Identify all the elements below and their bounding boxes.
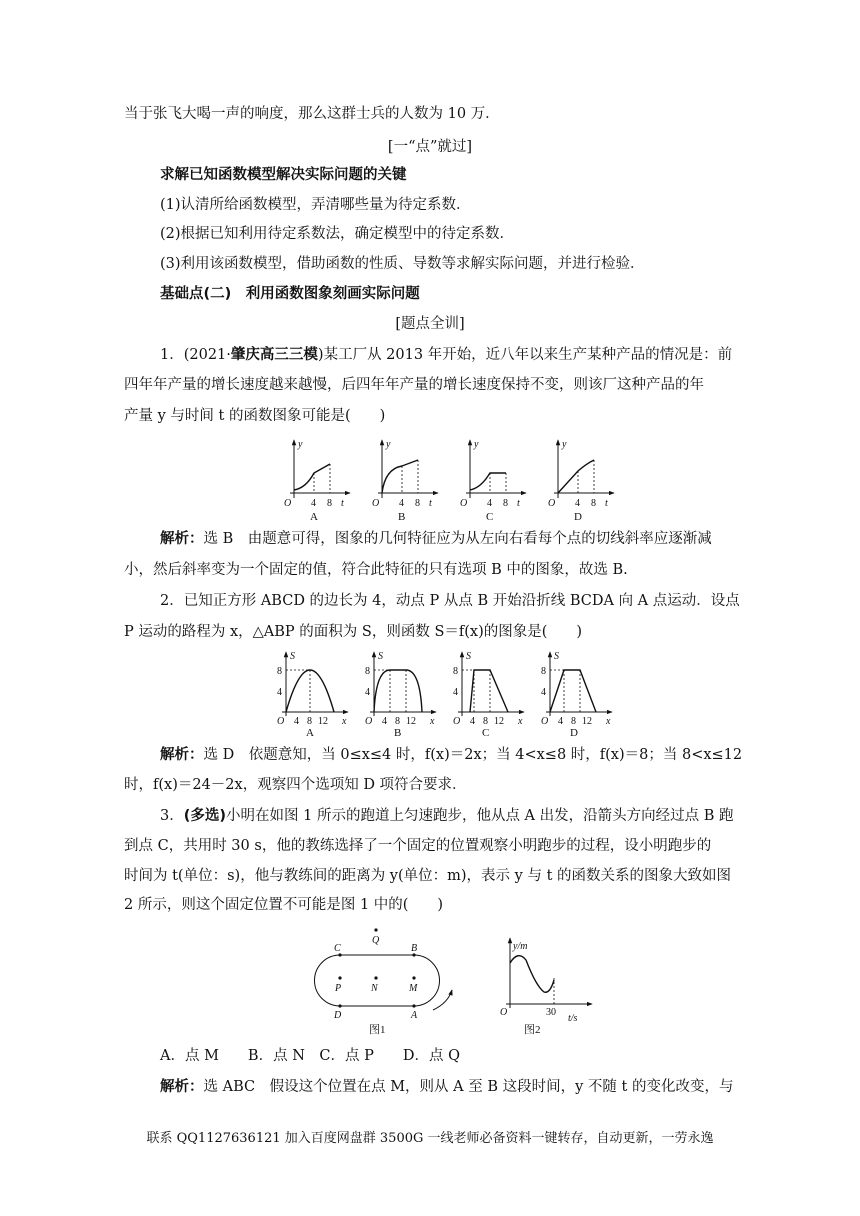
question-3-options: A．点 M B．点 N C．点 P D．点 Q	[160, 1048, 460, 1064]
point-label: N	[371, 983, 378, 994]
tick-label: 8	[483, 716, 488, 727]
tick-label: 8	[277, 666, 282, 677]
tick-label: 4	[277, 687, 282, 698]
text-line: 当于张飞大喝一声的响度，那么这群士兵的人数为 10 万．	[124, 106, 500, 122]
answer-label: 解析：	[160, 531, 204, 547]
tick-label: 4	[541, 687, 546, 698]
axis-label-t: t	[517, 498, 520, 509]
axis-label-t: t	[341, 498, 344, 509]
section-heading: 基础点(二) 利用函数图象刻画实际问题	[160, 286, 420, 302]
origin-label: O	[460, 498, 468, 509]
tick-label: 8	[365, 666, 370, 677]
section-tag: [一“点”就过]	[387, 139, 473, 155]
tick-label: 4	[294, 716, 299, 727]
option-label: D	[574, 511, 582, 523]
option-label: A	[310, 511, 318, 523]
origin-label: O	[453, 716, 461, 727]
question-1-line: 四年年产量的增长速度越来越慢，后四年年产量的增长速度保持不变，则该厂这种产品的年	[124, 377, 704, 393]
question-1-line: 1．(2021·肇庆高三三模)某工厂从 2013 年开始，近八年以来生产某种产品的情况是：前	[160, 347, 733, 363]
graph-option-b	[372, 439, 438, 523]
tick-label: 8	[453, 666, 458, 677]
axis-label-t: t/s	[568, 1013, 578, 1024]
option-label: C	[486, 511, 494, 523]
point-label: A	[411, 1010, 418, 1021]
question-3-figure	[300, 920, 600, 1038]
section-heading: 求解已知函数模型解决实际问题的关键	[160, 167, 407, 183]
origin-label: O	[541, 716, 549, 727]
text-line: (3)利用该函数模型，借助函数的性质、导数等求解实际问题，并进行检验．	[160, 256, 645, 272]
origin-label: O	[372, 498, 380, 509]
tick-label: 12	[406, 716, 416, 727]
tick-label: 4	[575, 498, 580, 509]
question-2-line: P 运动的路程为 x，△ABP 的面积为 S，则函数 S＝f(x)的图象是( )	[124, 624, 583, 640]
tick-label: 12	[494, 716, 504, 727]
distance-graph	[500, 938, 592, 1036]
tick-label: 30	[546, 1007, 556, 1018]
answer-label: 解析：	[160, 1079, 204, 1095]
graph-option-c	[460, 439, 526, 523]
origin-label: O	[365, 716, 373, 727]
graph-option-b	[365, 651, 436, 739]
tick-label: 4	[558, 716, 563, 727]
tick-label: 8	[327, 498, 332, 509]
option-label: B	[398, 511, 406, 523]
question-source: 肇庆高三三模	[230, 347, 318, 363]
tick-label: 8	[395, 716, 400, 727]
graph-option-a	[284, 439, 350, 523]
tick-label: 8	[591, 498, 596, 509]
tick-label: 12	[318, 716, 328, 727]
question-2-line: 2．已知正方形 ABCD 的边长为 4，动点 P 从点 B 开始沿折线 BCDA 向 A 点运动．设点	[160, 593, 740, 609]
tick-label: 8	[571, 716, 576, 727]
origin-label: O	[284, 498, 292, 509]
point-label: P	[335, 983, 342, 994]
point-label: C	[334, 943, 341, 954]
tick-label: 4	[311, 498, 316, 509]
axis-label-t: t	[429, 498, 432, 509]
axis-label-s: S	[466, 651, 471, 662]
graph-option-d	[548, 439, 614, 523]
axis-label-y: y/m	[513, 941, 528, 952]
tick-label: 4	[453, 687, 458, 698]
tick-label: 8	[307, 716, 312, 727]
answer-3-line: 解析：选 ABC 假设这个位置在点 M，则从 A 至 B 这段时间，y 不随 t 的变化改变，与	[160, 1079, 734, 1095]
graph-option-c	[453, 651, 524, 739]
axis-label-y: y	[386, 439, 391, 450]
axis-label-x: x	[518, 716, 523, 727]
question-3-line: 2 所示，则这个固定位置不可能是图 1 中的( )	[124, 897, 444, 913]
section-tag: [题点全训]	[395, 316, 465, 332]
point-label: Q	[372, 935, 380, 946]
graph-option-a	[277, 651, 348, 739]
question-3-line: 3．(多选)小明在如图 1 所示的跑道上匀速跑步，他从点 A 出发，沿箭头方向经过点 B 跑	[160, 808, 734, 824]
question-3-line: 到点 C，共用时 30 s，他的教练选择了一个固定的位置观察小明跑步的过程，设小明跑步的	[124, 838, 712, 854]
answer-1-line: 解析：选 B 由题意可得，图象的几何特征应为从左向右看每个点的切线斜率应逐渐减	[160, 531, 712, 547]
tick-label: 8	[415, 498, 420, 509]
graph-option-d	[541, 651, 612, 739]
figure-caption: 图1	[369, 1024, 386, 1036]
tick-label: 4	[470, 716, 475, 727]
question-1-figure	[280, 436, 610, 522]
axis-label-x: x	[606, 716, 611, 727]
axis-label-x: x	[430, 716, 435, 727]
axis-label-y: y	[298, 439, 303, 450]
point-label: D	[334, 1010, 342, 1021]
page-footer: 联系 QQ1127636121 加入百度网盘群 3500G 一线老师必备资料一键转存，自动更新，一劳永逸	[146, 1131, 714, 1146]
tick-label: 8	[503, 498, 508, 509]
axis-label-s: S	[554, 651, 559, 662]
answer-label: 解析：	[160, 747, 204, 763]
point-label: M	[409, 983, 418, 994]
axis-label-s: S	[290, 651, 295, 662]
axis-label-x: x	[342, 716, 347, 727]
question-1-line: 产量 y 与时间 t 的函数图象可能是( )	[124, 408, 386, 424]
origin-label: O	[500, 1007, 508, 1018]
tick-label: 4	[399, 498, 404, 509]
tick-label: 12	[582, 716, 592, 727]
axis-label-t: t	[605, 498, 608, 509]
text-line: (1)认清所给函数模型，弄清哪些量为待定系数．	[160, 197, 471, 213]
origin-label: O	[277, 716, 285, 727]
tick-label: 4	[487, 498, 492, 509]
option-label: B	[394, 727, 402, 739]
point-label: B	[411, 943, 418, 954]
origin-label: O	[548, 498, 556, 509]
tick-label: 4	[382, 716, 387, 727]
text-line: (2)根据已知利用待定系数法，确定模型中的待定系数．	[160, 226, 515, 242]
option-label: C	[482, 727, 490, 739]
answer-2-line: 解析：选 D 依题意知，当 0≤x≤4 时，f(x)＝2x；当 4<x≤8 时，f(x)＝8；当 8<x≤12	[160, 747, 743, 763]
question-tag: (多选)	[183, 808, 226, 824]
tick-label: 8	[541, 666, 546, 677]
axis-label-s: S	[378, 651, 383, 662]
option-label: D	[570, 727, 578, 739]
track-diagram	[315, 928, 453, 1036]
axis-label-y: y	[562, 439, 567, 450]
figure-caption: 图2	[524, 1024, 541, 1036]
question-2-figure	[270, 648, 615, 738]
tick-label: 4	[365, 687, 370, 698]
answer-2-line: 时，f(x)＝24－2x，观察四个选项知 D 项符合要求．	[124, 777, 467, 793]
question-3-line: 时间为 t(单位：s)，他与教练间的距离为 y(单位：m)，表示 y 与 t 的函数关系的图象大致如图	[124, 868, 732, 884]
option-label: A	[306, 727, 314, 739]
axis-label-y: y	[474, 439, 479, 450]
answer-1-line: 小，然后斜率变为一个固定的值，符合此特征的只有选项 B 中的图象，故选 B.	[124, 562, 628, 578]
